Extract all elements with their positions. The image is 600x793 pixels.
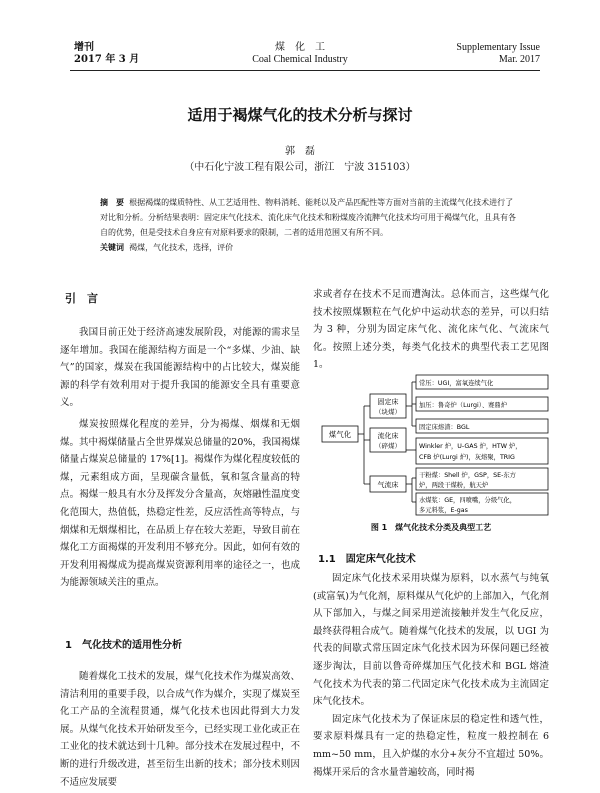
diagram-item: 水煤浆：GE，四喷嘴，分级气化， (419, 497, 517, 504)
abstract: 摘 要 根据褐煤的煤质特性、从工艺适用性、物料消耗、能耗以及产品匹配性等方面对当前的主流煤气化技术进行了对比和分析。分析结果表明：固定床气化技术、流化床气化技术和粉煤废冷流脾气化技术均可用于褐煤气化，且具有各自的优势，但是受技术自身应有对原料要求的限制，二者的适用范围又有所不同。 (100, 198, 516, 237)
diagram-category-fluid: 流化床 (377, 432, 399, 440)
diagram-item: Winkler 炉，U-GAS 炉，HTW 炉， (419, 443, 522, 450)
diagram-category-fixed-sub: （块煤） (375, 408, 401, 416)
affiliation: （中石化宁波工程有限公司，浙江 宁波 315103） (184, 162, 416, 173)
figure-caption: 图 1 煤气化技术分类及典型工艺 (370, 523, 492, 532)
paper-title: 适用于褐煤气化的技术分析与探讨 (187, 106, 413, 124)
keywords: 关键词 褐煤，气化技术，选择，评价 (100, 243, 234, 252)
issue-label: 增刊 2017 年 3 月 (74, 42, 140, 65)
diagram-item: CFB 炉(Lurgi 炉)，灰熔聚，TRIG (419, 454, 515, 461)
author: 郭 磊 (285, 146, 315, 157)
diagram-item: 常压：UGI，富氧连续气化 (419, 380, 494, 387)
intro-text: 我国目前正处于经济高速发展阶段，对能源的需求呈逐年增加。我国在能源结构方面是一个“多煤、少油、缺气”的国家，煤炭在我国能源结构中的占比较大，煤炭能源的科学有效利用对于提升我国的能源安全具有重要意义。 煤炭按照煤化程度的差异，分为褐煤、烟煤和无烟煤。其中褐煤储量占全世界煤炭总储量的20%，我国褐煤储量占煤炭总储量的 17%[1]。褐煤作为煤化程度较低的煤，元素组成方面，呈现碳含量低，氧和氢含量高的特点。褐煤一般具有水分及挥发分含量高，灰熔融性温度变化范围大，热值低，热稳定性差，反应活性高等特点，与烟煤和无烟煤相比，在品质上存在较大差距，导致目前在煤化工方面褐煤的开发利用不够充分。因此，如何有效的开发利用褐煤成为提高煤炭资源利用率的途径之一，也成为能源领域关注的重点。 (60, 327, 300, 589)
diagram-root: 煤气化 (328, 430, 352, 439)
right-intro-text: 求或者存在技术不足而遭淘汰。总体而言，这些煤气化技术按照煤颗粒在气化炉中运动状态的差异，可以归结为 3 种，分别为固定床气化、流化床气化、气流床气化。按照上述分类，每类气化技术的典型代表工艺见图 1。 (313, 289, 549, 371)
gasification-diagram (320, 368, 550, 518)
section-heading-applicability: 1 气化技术的适用性分析 (65, 640, 182, 651)
supplement-label: Supplementary Issue Mar. 2017 (456, 42, 540, 65)
diagram-item: 炉，两段干煤粉，航天炉 (419, 482, 489, 489)
subsection-heading-fixed-bed: 1.1 固定床气化技术 (318, 554, 416, 565)
diagram-item: 多元料浆，E-gas (419, 507, 468, 514)
section-heading-intro: 引 言 (65, 292, 98, 305)
applicability-text: 随着煤化工技术的发展，煤气化技术作为煤炭高效、清洁利用的重要手段，以合成气作为媒介，实现了煤炭至化工产品的全流程贯通，煤气化技术也因此得到大力发展。从煤气化技术开始研发至今，已经实现工业化或正在工业化的技术就达到十几种。部分技术在发展过程中，不断的进行升级改进，甚至衍生出新的技术；部分技术则因不适应发展要 (60, 671, 300, 788)
diagram-item: 干粉煤：Shell 炉，GSP，SE-东方 (419, 472, 516, 479)
diagram-category-fluid-sub: （碎煤） (375, 442, 401, 450)
journal-name: 煤 化 工 Coal Chemical Industry (252, 42, 348, 65)
diagram-item: 加压：鲁奇炉（Lurgi）、赛鼎炉 (419, 402, 508, 409)
diagram-category-entrained: 气流床 (377, 481, 399, 489)
diagram-category-fixed: 固定床 (377, 398, 399, 406)
header-rule (70, 70, 540, 71)
fixed-bed-text: 固定床气化技术采用块煤为原料，以水蒸气与纯氧(或富氧)为气化剂，原料煤从气化炉的上部加入，气化剂从下部加入，与煤之间采用逆流接触并发生气化反应，最终获得粗合成气。随着煤气化技术的发展，以 UGI 为代表的间歇式常压固定床气化技术因为环保问题已经被逐步淘汰，目前以鲁奇碎煤加压气化技术和 BGL 熔渣气化技术为代表的第二代固定床气化技术成为主流固定床气化技术。 固定床气化技术为了保证床层的稳定性和透气性，要求原料煤具有一定的热稳定性，粒度一般控制在 6 mm~50 mm，且入炉煤的水分+灰分不宜超过 50%。褐煤开采后的含水量普遍较高，同时褐 (313, 573, 549, 778)
diagram-item: 固定床熔渣：BGL (419, 424, 470, 431)
